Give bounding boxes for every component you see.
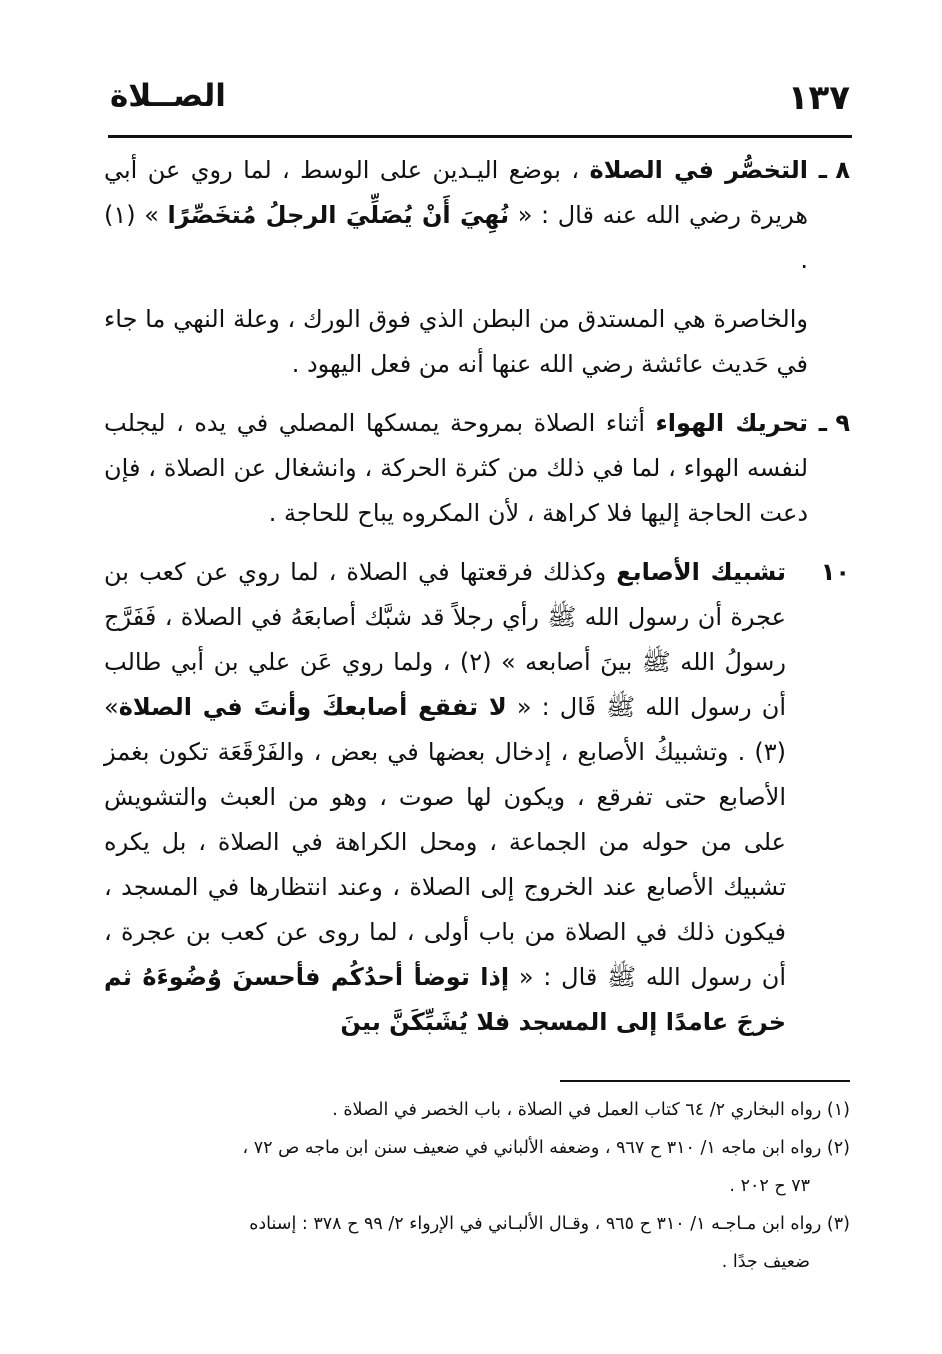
running-title: الصــلاة <box>110 78 226 114</box>
item-text: ، بوضع اليـدين على الوسط ، لما روي عن أبي هريرة رضي الله عنه قال : « <box>104 156 809 229</box>
item-number: ٩ ـ <box>818 409 850 437</box>
footnote-2-continuation: ٧٣ ح ٢٠٢ . <box>729 1176 810 1196</box>
footnote-3: (٣) رواه ابن مـاجـه ١/ ٣١٠ ح ٩٦٥ ، وقـال الألبـاني في الإرواء ٢/ ٩٩ ح ٣٧٨ : إسناده <box>249 1214 850 1234</box>
footnote-separator <box>560 1080 850 1082</box>
footnotes <box>104 1092 850 1282</box>
item-text: وكذلك فرقعتها في الصلاة ، لما روي عن كعب بن عجرة أن رسول الله ﷺ رأي رجلاً قد شبَّك أصابعَهُ في الصلاة ، فَفَرَّج رسولُ الله ﷺ بينَ أصابعه » (٢) ، ولما روي عَن علي بن أبي طالب أن رسول الله ﷺ قَال : « <box>104 558 786 721</box>
item-9 <box>104 401 850 536</box>
item-term: التخصُّر في الصلاة <box>589 156 808 184</box>
item-10 <box>104 550 850 1045</box>
hadith-quote: إذا توضأ أحدُكُم فأحسنَ وُضُوءَهُ ثم خرجَ عامدًا إلى المسجد فلا يُشَبِّكَنَّ بينَ <box>104 963 786 1036</box>
item-text: » (١) . <box>104 201 808 274</box>
item-number: ٨ ـ <box>818 156 850 184</box>
item-number: ١٠ <box>820 558 850 586</box>
footnote-1: (١) رواه البخاري ٢/ ٦٤ كتاب العمل في الصلاة ، باب الخصر في الصلاة . <box>332 1100 850 1120</box>
header-rule <box>108 135 852 138</box>
item-term: تحريك الهواء <box>655 409 809 437</box>
page-number: ١٣٧ <box>787 78 850 118</box>
hadith-quote: نُهِيَ أَنْ يُصَلِّيَ الرجلُ مُتخَصِّرًا <box>167 201 510 229</box>
hadith-quote: لا تفقع أصابعكَ وأنتَ في الصلاة <box>118 693 507 721</box>
footnote-2: (٢) رواه ابن ماجه ١/ ٣١٠ ح ٩٦٧ ، وضعفه الألباني في ضعيف سنن ابن ماجه ص ٧٢ ، <box>242 1138 850 1158</box>
item-term: تشبيك الأصابع <box>616 558 787 586</box>
footnote-3-continuation: ضعيف جدًا . <box>721 1252 810 1272</box>
item-text: أثناء الصلاة بمروحة يمسكها المصلي في يده ، ليجلب لنفسه الهواء ، لما في ذلك من كثرة الحركة ، وانشغال عن الصلاة ، فإن دعت الحاجة إليها فلا كراهة ، لأن المكروه يباح للحاجة . <box>104 409 808 527</box>
page-header <box>110 78 850 128</box>
item-8 <box>104 148 850 283</box>
main-text <box>104 148 850 1059</box>
explanation-paragraph: والخاصرة هي المستدق من البطن الذي فوق الورك ، وعلة النهي ما جاء في حَديث عائشة رضي الله عنها أنه من فعل اليهود . <box>104 305 808 378</box>
item-text: » (٣) . وتشبيكُ الأصابع ، إدخال بعضها في بعض ، والفَرْقَعَة تكون بغمز الأصابع حتى تفرقع ، ويكون لها صوت ، وهو من العبث والتشويش على من حوله من الجماعة ، ومحل الكراهة في الصلاة ، بل يكره تشبيك الأصابع عند الخروج إلى الصلاة ، وعند انتظارها في المسجد ، فيكون ذلك في الصلاة من باب أولى ، لما روى عن كعب بن عجرة ، أن رسول الله ﷺ قال : « <box>104 693 786 991</box>
